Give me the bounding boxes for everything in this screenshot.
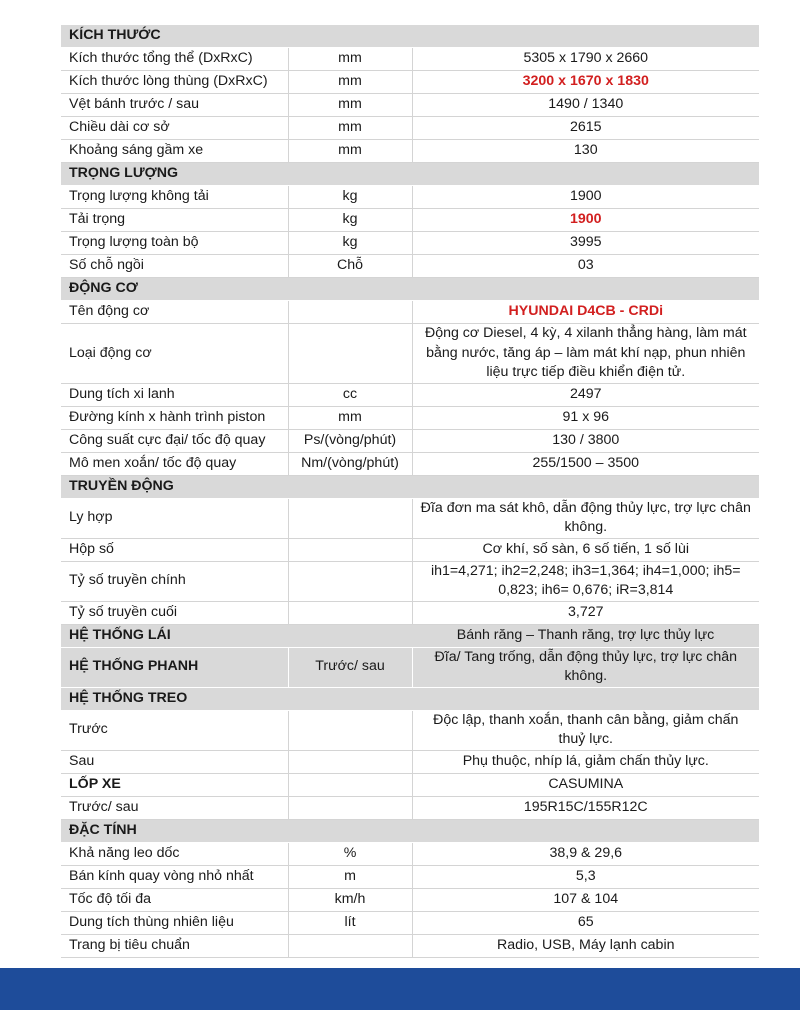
spec-label: Trước/ sau xyxy=(61,796,288,819)
spec-unit xyxy=(288,796,412,819)
spec-value: ih1=4,271; ih2=2,248; ih3=1,364; ih4=1,000; ih5= 0,823; ih6= 0,676; iR=3,814 xyxy=(412,561,759,601)
section-title: TRUYỀN ĐỘNG xyxy=(61,475,759,498)
table-row xyxy=(61,186,759,209)
section-title: KÍCH THƯỚC xyxy=(61,25,759,48)
section-title: ĐỘNG CƠ xyxy=(61,278,759,301)
table-row xyxy=(61,710,759,750)
table-row xyxy=(61,452,759,475)
section-title: LỐP XE xyxy=(61,773,288,796)
spec-label: Số chỗ ngồi xyxy=(61,255,288,278)
table-row xyxy=(61,538,759,561)
spec-unit: % xyxy=(288,842,412,865)
section-header xyxy=(61,25,759,48)
table-row xyxy=(61,865,759,888)
spec-label: Công suất cực đại/ tốc độ quay xyxy=(61,429,288,452)
spec-unit: Nm/(vòng/phút) xyxy=(288,452,412,475)
table-row xyxy=(61,383,759,406)
spec-label: Ly hợp xyxy=(61,498,288,538)
spec-label: Hộp số xyxy=(61,538,288,561)
spec-label: Kích thước tổng thể (DxRxC) xyxy=(61,48,288,71)
spec-unit xyxy=(288,601,412,624)
section-header xyxy=(61,773,759,796)
table-row xyxy=(61,71,759,94)
spec-unit xyxy=(288,710,412,750)
spec-label: Kích thước lòng thùng (DxRxC) xyxy=(61,71,288,94)
spec-value: Đĩa/ Tang trống, dẫn động thủy lực, trợ lực chân không. xyxy=(412,647,759,687)
spec-unit: kg xyxy=(288,232,412,255)
spec-value: Động cơ Diesel, 4 kỳ, 4 xilanh thẳng hàng, làm mát bằng nước, tăng áp – làm mát khí nạp, phun nhiên liệu trực tiếp điều khiển điện tử. xyxy=(412,324,759,384)
table-row xyxy=(61,324,759,384)
spec-unit: mm xyxy=(288,140,412,163)
section-title: TRỌNG LƯỢNG xyxy=(61,163,759,186)
spec-unit: mm xyxy=(288,94,412,117)
spec-unit xyxy=(288,538,412,561)
spec-value: 130 xyxy=(412,140,759,163)
spec-value: 5305 x 1790 x 2660 xyxy=(412,48,759,71)
spec-value-highlight: HYUNDAI D4CB - CRDi xyxy=(412,301,759,324)
table-row xyxy=(61,406,759,429)
section-header xyxy=(61,687,759,710)
spec-unit: mm xyxy=(288,117,412,140)
footer-bar xyxy=(0,968,800,1010)
spec-value: 1490 / 1340 xyxy=(412,94,759,117)
spec-unit: km/h xyxy=(288,888,412,911)
spec-unit xyxy=(288,934,412,957)
table-row xyxy=(61,209,759,232)
spec-value: 2615 xyxy=(412,117,759,140)
spec-label: Trọng lượng không tải xyxy=(61,186,288,209)
section-title: HỆ THỐNG LÁI xyxy=(61,624,288,647)
spec-label: Đường kính x hành trình piston xyxy=(61,406,288,429)
table-row xyxy=(61,911,759,934)
table-row xyxy=(61,301,759,324)
spec-unit xyxy=(288,773,412,796)
table-row xyxy=(61,48,759,71)
spec-label: Mô men xoắn/ tốc độ quay xyxy=(61,452,288,475)
spec-value: Radio, USB, Máy lạnh cabin xyxy=(412,934,759,957)
spec-value: 3,727 xyxy=(412,601,759,624)
spec-label: Trang bị tiêu chuẩn xyxy=(61,934,288,957)
spec-unit: Chỗ xyxy=(288,255,412,278)
spec-label: Khoảng sáng gầm xe xyxy=(61,140,288,163)
spec-label: Loại động cơ xyxy=(61,324,288,384)
spec-value: 91 x 96 xyxy=(412,406,759,429)
table-row xyxy=(61,94,759,117)
spec-label: Tỷ số truyền cuối xyxy=(61,601,288,624)
spec-value: 65 xyxy=(412,911,759,934)
spec-value: 5,3 xyxy=(412,865,759,888)
table-row xyxy=(61,255,759,278)
spec-value: Cơ khí, số sàn, 6 số tiến, 1 số lùi xyxy=(412,538,759,561)
table-row xyxy=(61,117,759,140)
section-header xyxy=(61,278,759,301)
spec-label: Vệt bánh trước / sau xyxy=(61,94,288,117)
section-title: ĐẶC TÍNH xyxy=(61,819,759,842)
spec-unit xyxy=(288,301,412,324)
spec-value-highlight: 3200 x 1670 x 1830 xyxy=(412,71,759,94)
table-row xyxy=(61,796,759,819)
section-header xyxy=(61,624,759,647)
spec-label: Trước xyxy=(61,710,288,750)
spec-label: Tốc độ tối đa xyxy=(61,888,288,911)
spec-value: 1900 xyxy=(412,186,759,209)
spec-value: Độc lập, thanh xoắn, thanh cân bằng, giảm chấn thuỷ lực. xyxy=(412,710,759,750)
table-row xyxy=(61,140,759,163)
spec-label: Tỷ số truyền chính xyxy=(61,561,288,601)
section-title: HỆ THỐNG PHANH xyxy=(61,647,288,687)
spec-value: 195R15C/155R12C xyxy=(412,796,759,819)
spec-unit: kg xyxy=(288,186,412,209)
table-row xyxy=(61,429,759,452)
spec-label: Dung tích xi lanh xyxy=(61,383,288,406)
section-header xyxy=(61,647,759,687)
table-row xyxy=(61,842,759,865)
spec-unit: Trước/ sau xyxy=(288,647,412,687)
spec-table xyxy=(61,25,759,958)
spec-label: Dung tích thùng nhiên liệu xyxy=(61,911,288,934)
spec-label: Chiều dài cơ sở xyxy=(61,117,288,140)
spec-label: Tải trọng xyxy=(61,209,288,232)
spec-unit xyxy=(288,750,412,773)
table-row xyxy=(61,888,759,911)
table-row xyxy=(61,934,759,957)
spec-value: CASUMINA xyxy=(412,773,759,796)
spec-unit xyxy=(288,561,412,601)
spec-unit: Ps/(vòng/phút) xyxy=(288,429,412,452)
spec-value: 107 & 104 xyxy=(412,888,759,911)
spec-unit: lít xyxy=(288,911,412,934)
spec-value: Phụ thuộc, nhíp lá, giảm chấn thủy lực. xyxy=(412,750,759,773)
spec-unit: m xyxy=(288,865,412,888)
spec-unit: mm xyxy=(288,406,412,429)
spec-value: 130 / 3800 xyxy=(412,429,759,452)
table-row xyxy=(61,750,759,773)
spec-unit: mm xyxy=(288,48,412,71)
section-header xyxy=(61,819,759,842)
table-row xyxy=(61,232,759,255)
spec-label: Trọng lượng toàn bộ xyxy=(61,232,288,255)
spec-label: Sau xyxy=(61,750,288,773)
table-row xyxy=(61,561,759,601)
spec-value-highlight: 1900 xyxy=(412,209,759,232)
spec-unit: mm xyxy=(288,71,412,94)
section-header xyxy=(61,163,759,186)
spec-value: 255/1500 – 3500 xyxy=(412,452,759,475)
spec-unit xyxy=(288,324,412,384)
spec-value: Đĩa đơn ma sát khô, dẫn động thủy lực, trợ lực chân không. xyxy=(412,498,759,538)
spec-value: 3995 xyxy=(412,232,759,255)
section-title: HỆ THỐNG TREO xyxy=(61,687,759,710)
spec-unit xyxy=(288,624,412,647)
spec-label: Khả năng leo dốc xyxy=(61,842,288,865)
spec-unit xyxy=(288,498,412,538)
spec-label: Bán kính quay vòng nhỏ nhất xyxy=(61,865,288,888)
table-row xyxy=(61,601,759,624)
section-header xyxy=(61,475,759,498)
spec-value: 03 xyxy=(412,255,759,278)
spec-value: Bánh răng – Thanh răng, trợ lực thủy lực xyxy=(412,624,759,647)
spec-label: Tên động cơ xyxy=(61,301,288,324)
spec-value: 38,9 & 29,6 xyxy=(412,842,759,865)
spec-unit: cc xyxy=(288,383,412,406)
spec-value: 2497 xyxy=(412,383,759,406)
spec-unit: kg xyxy=(288,209,412,232)
table-row xyxy=(61,498,759,538)
